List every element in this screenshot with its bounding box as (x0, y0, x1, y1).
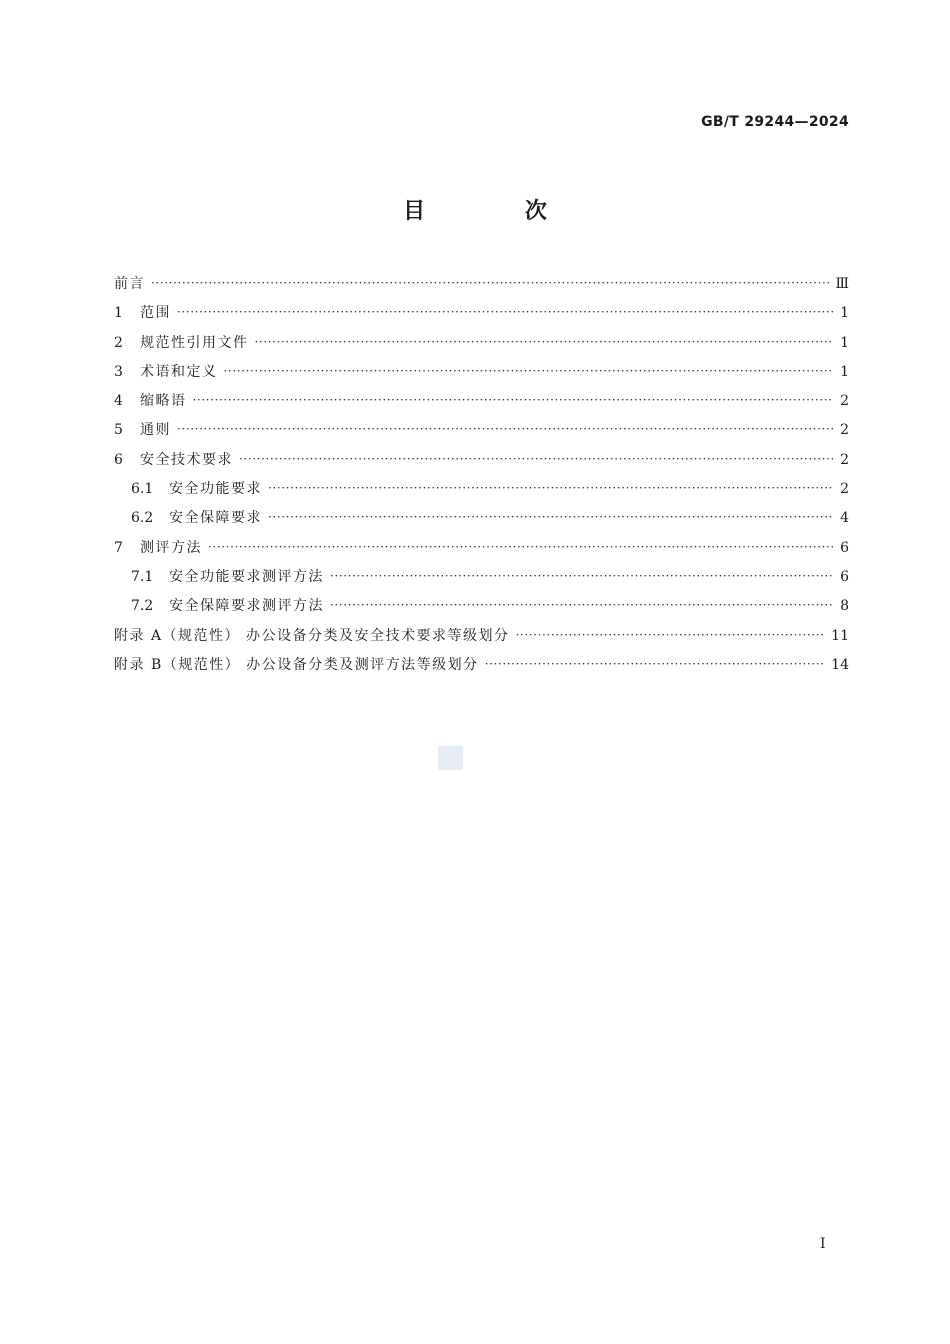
toc-entry-page: 6 (840, 539, 849, 556)
toc-entry[interactable] (114, 592, 849, 621)
toc-dot-leader (516, 621, 826, 650)
toc-entry[interactable] (114, 358, 849, 387)
toc-entry[interactable] (114, 329, 849, 358)
toc-entry-number: 1 (114, 305, 123, 322)
toc-entry-number: 3 (114, 363, 123, 380)
toc-entry[interactable] (114, 416, 849, 445)
toc-dot-leader (177, 298, 833, 327)
toc-entry-label: 前言 (114, 276, 145, 292)
toc-entry-label: 安全技术要求 (140, 451, 233, 468)
toc-entry-page: 2 (840, 422, 849, 439)
toc-entry-page: 14 (831, 656, 849, 673)
toc-entry-label: 测评方法 (140, 539, 202, 556)
toc-entry[interactable] (114, 446, 849, 475)
toc-entry[interactable] (114, 622, 849, 651)
toc-entry-label: 范围 (140, 305, 171, 322)
toc-dot-leader (239, 445, 833, 474)
toc-entry-page: 2 (840, 451, 849, 468)
sac-watermark-icon (438, 746, 463, 770)
toc-entry-page: 1 (840, 363, 849, 380)
toc-dot-leader (268, 503, 833, 532)
toc-dot-leader (330, 562, 833, 591)
toc-entry-label: 安全功能要求 (169, 481, 262, 498)
table-of-contents (114, 270, 849, 680)
toc-entry-number: 7.1 (131, 568, 154, 585)
toc-entry-page: 11 (831, 627, 849, 644)
toc-entry-label: 安全保障要求测评方法 (169, 598, 324, 615)
toc-dot-leader (224, 357, 834, 386)
toc-dot-leader (268, 474, 833, 503)
toc-entry-number: 6.1 (131, 481, 154, 498)
toc-entry[interactable] (114, 504, 849, 533)
toc-entry-page: 6 (840, 568, 849, 585)
toc-entry[interactable] (114, 651, 849, 680)
toc-entry-number: 7 (114, 539, 123, 556)
toc-entry-number: 7.2 (131, 598, 154, 615)
toc-entry-label: 规范性引用文件 (140, 334, 249, 351)
toc-entry-label: 通则 (140, 422, 171, 439)
toc-entry[interactable] (114, 270, 849, 299)
toc-entry-number: 4 (114, 393, 123, 410)
toc-dot-leader (485, 650, 825, 679)
toc-entry-label: 术语和定义 (140, 363, 218, 380)
toc-entry-label: 缩略语 (140, 393, 187, 410)
toc-entry-label: 安全功能要求测评方法 (169, 568, 324, 585)
toc-entry[interactable] (114, 563, 849, 592)
toc-entry-label: 附录 A（规范性） 办公设备分类及安全技术要求等级划分 (114, 627, 510, 644)
toc-entry-label: 安全保障要求 (169, 510, 262, 527)
toc-dot-leader (330, 591, 833, 620)
toc-entry-page: 2 (840, 393, 849, 410)
toc-entry[interactable] (114, 387, 849, 416)
toc-entry[interactable] (114, 475, 849, 504)
toc-entry-page: 8 (840, 598, 849, 615)
toc-entry-label: 附录 B（规范性） 办公设备分类及测评方法等级划分 (114, 656, 479, 673)
toc-entry-page: 1 (840, 305, 849, 322)
toc-entry-page: 1 (840, 334, 849, 351)
page-number: I (820, 1236, 826, 1252)
toc-entry-number: 2 (114, 334, 123, 351)
toc-entry-number: 6 (114, 451, 123, 468)
toc-entry-number: 5 (114, 422, 123, 439)
toc-dot-leader (255, 328, 834, 357)
toc-dot-leader (177, 415, 833, 444)
toc-entry-page: 2 (840, 481, 849, 498)
standard-number: GB/T 29244—2024 (701, 114, 849, 130)
toc-dot-leader (208, 533, 833, 562)
toc-dot-leader (151, 269, 829, 298)
toc-entry-number: 6.2 (131, 510, 154, 527)
toc-entry[interactable] (114, 299, 849, 328)
toc-entry-page: 4 (840, 510, 849, 527)
page-title: 目 次 (403, 199, 593, 224)
toc-dot-leader (193, 386, 834, 415)
toc-entry-page: Ⅲ (835, 276, 849, 292)
toc-entry[interactable] (114, 534, 849, 563)
